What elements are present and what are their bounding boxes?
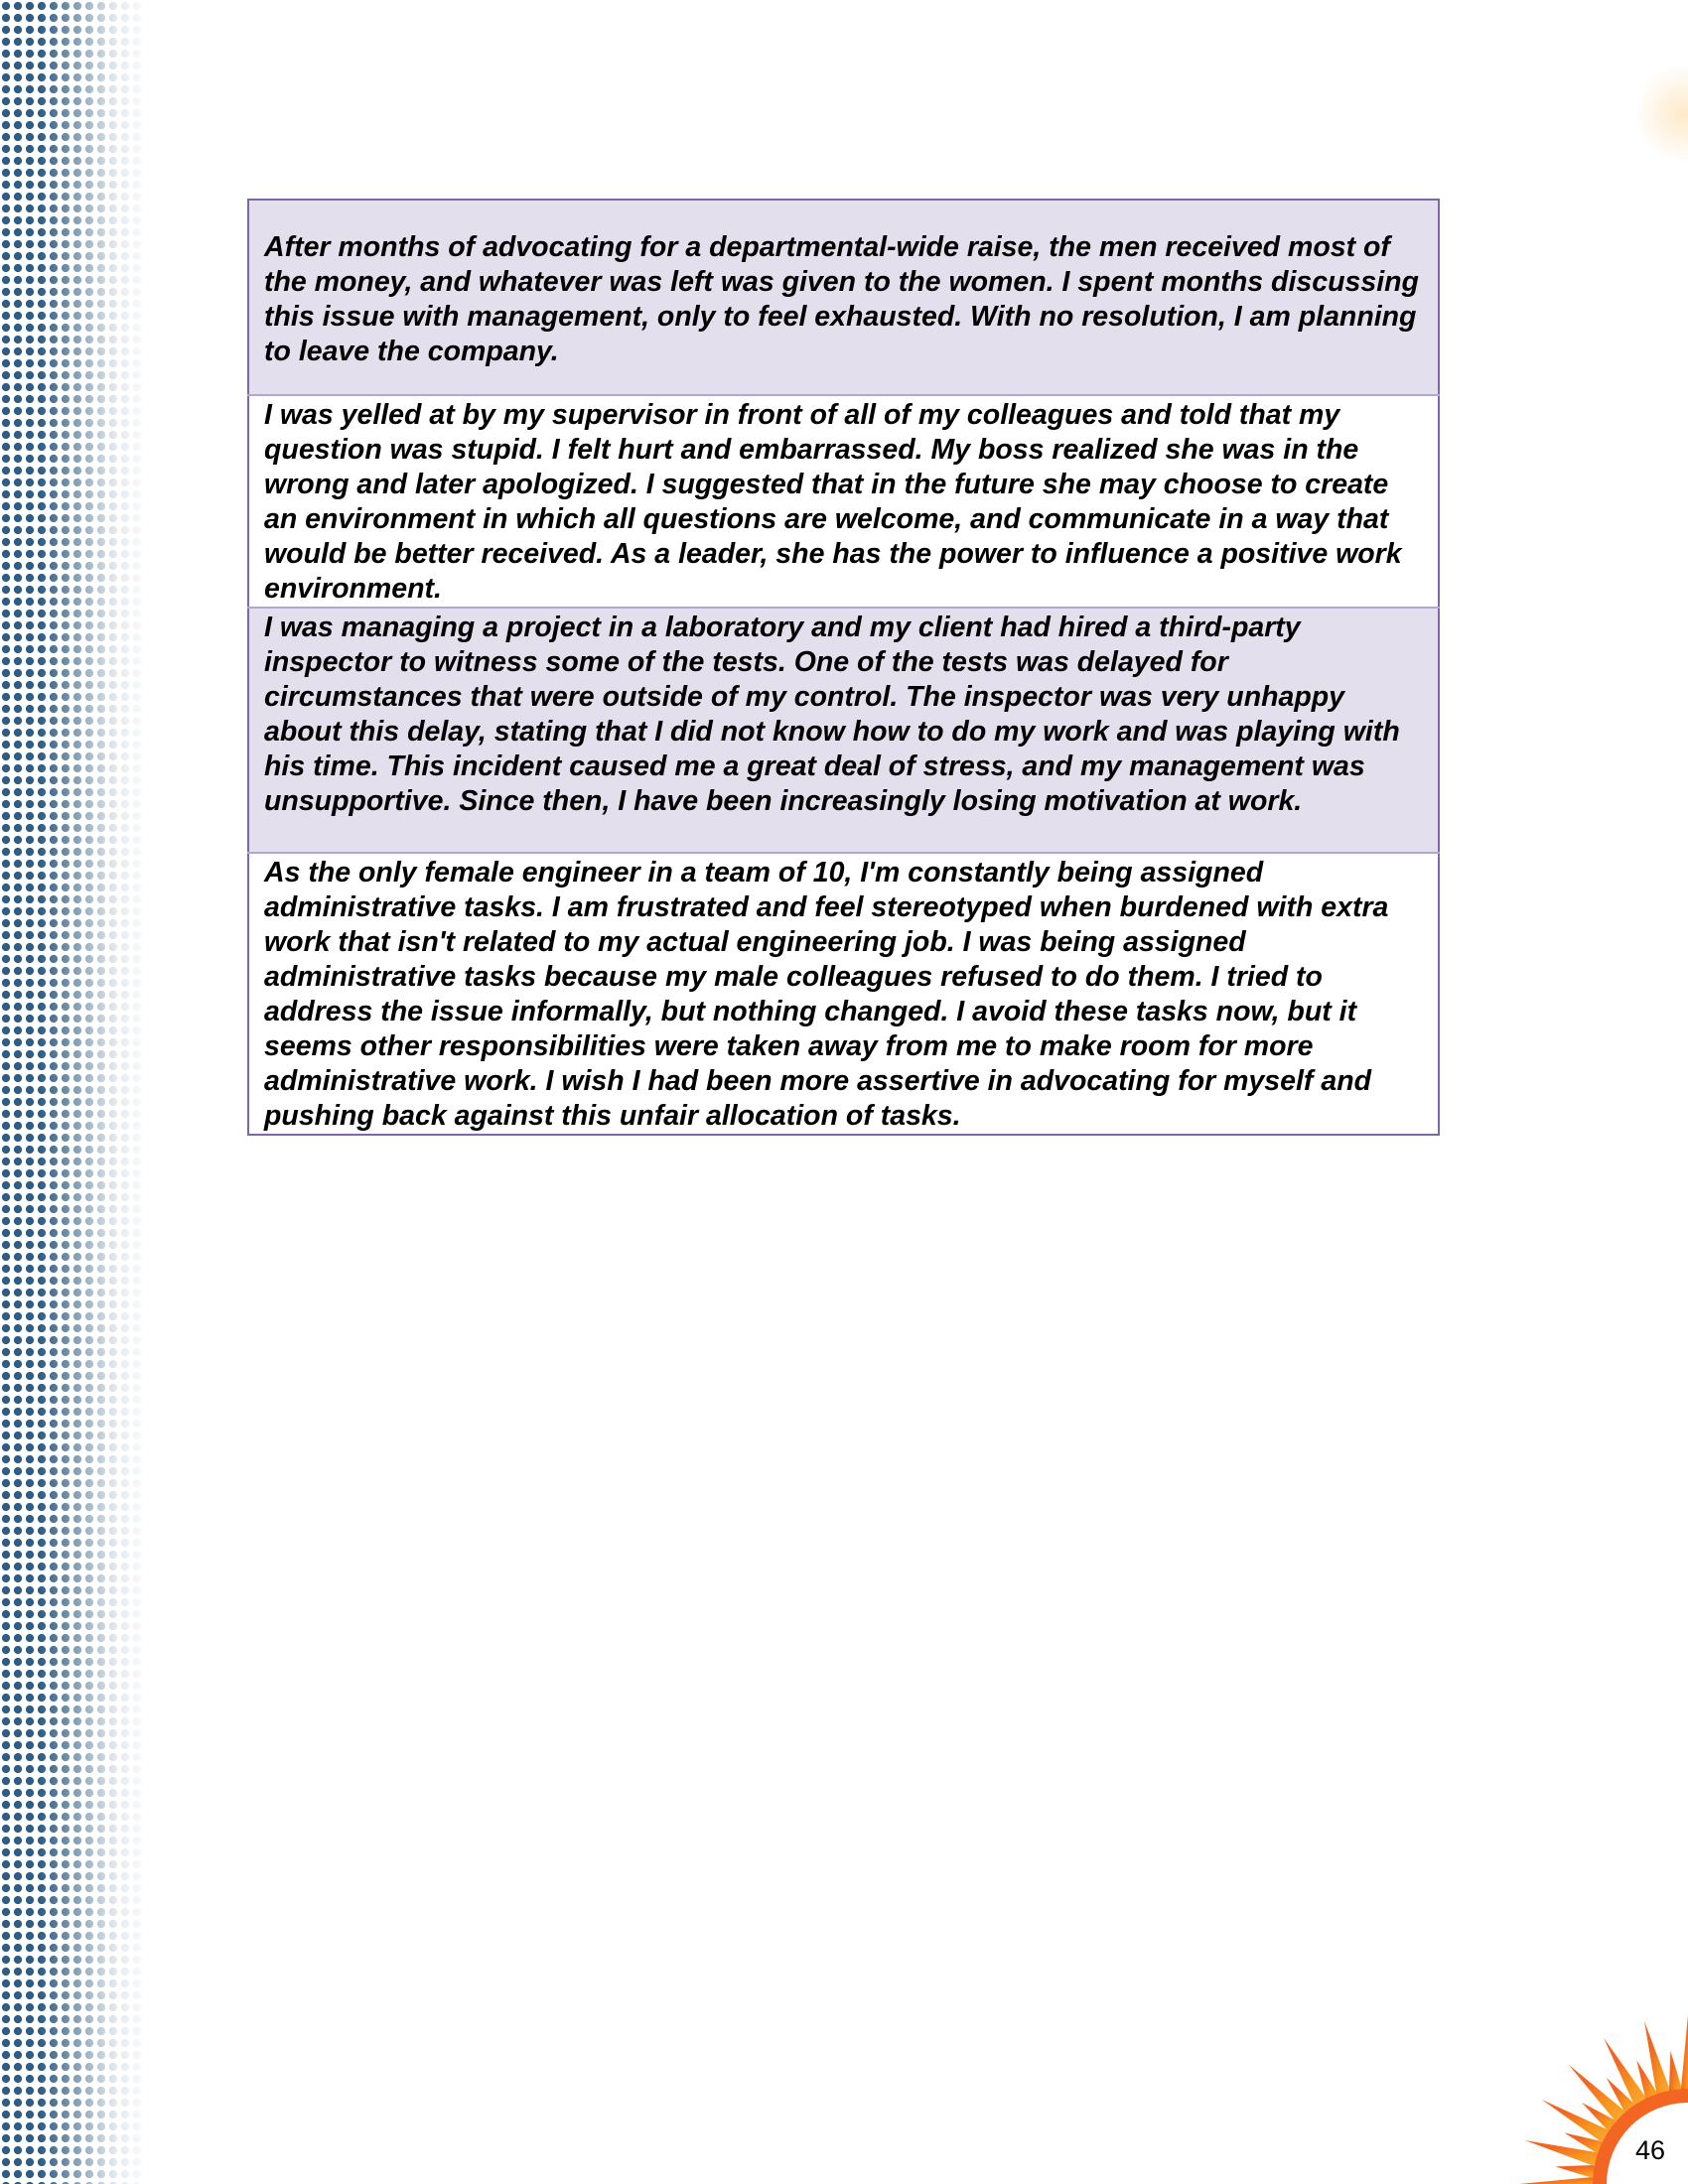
halftone-border-texture: [0, 0, 60, 2184]
story-text-3: I was managing a project in a laboratory and my client had hired a third-party inspector to witness some of the tests. One of the tests was delayed for circumstances that were outside of my control. The inspector was very unhappy about this delay, stating that I did not know how to do my work and was playing with his time. This incident caused me a great deal of stress, and my management was unsupportive. Since then, I have been increasingly losing motivation at work.: [248, 608, 1439, 853]
table-row: [248, 395, 1439, 608]
stories-table: [247, 199, 1440, 1136]
sun-ray: [1519, 2176, 1599, 2184]
page-number: 46: [1634, 2135, 1665, 2165]
story-text-2: I was yelled at by my supervisor in front of all of my colleagues and told that my question was stupid. I felt hurt and embarrassed. My boss realized she was in the wrong and later apologized. I suggested that in the future she may choose to create an environment in which all questions are welcome, and communicate in a way that would be better received. As a leader, she has the power to influence a positive work environment.: [248, 395, 1439, 608]
story-text-4: As the only female engineer in a team of 10, I'm constantly being assigned administrative tasks. I am frustrated and feel stereotyped when burdened with extra work that isn't related to my actual engineering job. I was being assigned administrative tasks because my male colleagues refused to do them. I tried to address the issue informally, but nothing changed. I avoid these tasks now, but it seems other responsibilities were taken away from me to make room for more administrative work. I wish I had been more assertive in advocating for myself and pushing back against this unfair allocation of tasks.: [248, 853, 1439, 1135]
table-row: [248, 200, 1439, 395]
sun-ray: [1680, 2015, 1688, 2095]
table-row: [248, 608, 1439, 853]
sun-glow-decoration: [1638, 60, 1688, 169]
story-text-1: After months of advocating for a departmental-wide raise, the men received most of the money, and whatever was left was given to the women. I spent months discussing this issue with management, only to feel exhausted. With no resolution, I am planning to leave the company.: [248, 200, 1439, 395]
table-row: [248, 853, 1439, 1135]
